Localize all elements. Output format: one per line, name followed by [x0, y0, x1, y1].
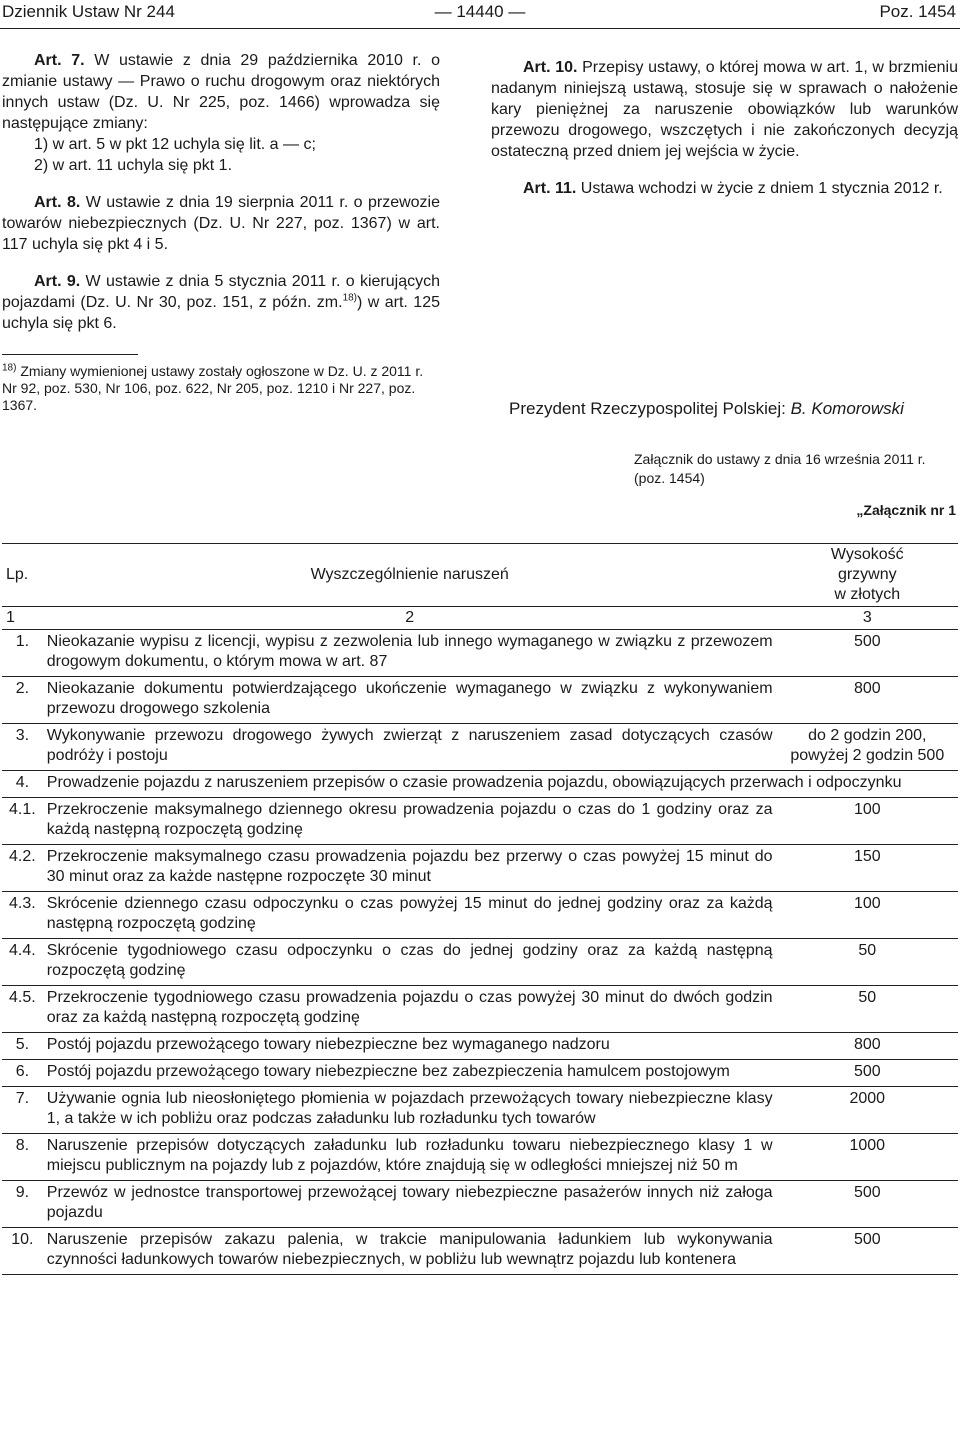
table-row — [2, 1181, 958, 1228]
annex-note: Załącznik do ustawy z dnia 16 września 2011 r. (poz. 1454) — [634, 451, 926, 486]
row-number: 4.2. — [2, 845, 43, 892]
row-number: 4.4. — [2, 939, 43, 986]
footnote-text: Zmiany wymienionej ustawy zostały ogłoszone w Dz. U. z 2011 r. Nr 92, poz. 530, Nr 106, poz. 622, Nr 205, poz. 1210 i Nr 227, poz. 1367. — [2, 363, 424, 413]
table-row — [2, 939, 958, 986]
header-amount-line: Wysokość — [830, 546, 904, 563]
row-number: 2. — [2, 677, 43, 724]
page-number: — 14440 — — [434, 2, 526, 21]
row-description: Naruszenie przepisów dotyczących załadunku lub rozładunku towaru niebezpiecznego klasy 1 w miejscu publicznym na pojazdy lub z pojazdów, które znajdują się w odległości mniejszej niż 50 m — [43, 1134, 777, 1181]
table-row — [2, 1087, 958, 1134]
table-row — [2, 1228, 958, 1275]
article-7-item-1: 1) w art. 5 w pkt 12 uchyla się lit. a — c; — [34, 136, 316, 153]
annex-title: „Załącznik nr 1 — [856, 502, 956, 518]
row-number: 5. — [2, 1033, 43, 1060]
table-body — [2, 630, 958, 1275]
column-number: 1 — [2, 607, 43, 630]
footnote — [2, 363, 440, 414]
article-label: Art. 11. — [523, 180, 577, 197]
row-amount: 800 — [777, 677, 958, 724]
table-row — [2, 724, 958, 771]
column-numbers-row — [2, 607, 958, 630]
row-amount: 500 — [777, 1228, 958, 1275]
row-number: 3. — [2, 724, 43, 771]
position-number: Poz. 1454 — [879, 2, 956, 21]
page-header — [0, 0, 960, 29]
table-row — [2, 845, 958, 892]
row-description: Postój pojazdu przewożącego towary niebezpieczne bez wymaganego nadzoru — [43, 1033, 777, 1060]
row-number: 4.5. — [2, 986, 43, 1033]
signature-title: Prezydent Rzeczypospolitej Polskiej: — [509, 399, 791, 418]
row-number: 4.3. — [2, 892, 43, 939]
table-header-row — [2, 544, 958, 607]
row-number: 4. — [2, 771, 43, 798]
article-text: W ustawie z dnia 29 października 2010 r. o zmianie ustawy — Prawo o ruchu drogowym oraz niektórych innych ustaw (Dz. U. Nr 225, poz. 1466) wprowadza się następujące zmiany: — [2, 52, 440, 132]
row-amount: 500 — [777, 1060, 958, 1087]
header-amount — [777, 544, 958, 607]
column-number: 3 — [777, 607, 958, 630]
table-row — [2, 892, 958, 939]
header-description: Wyszczególnienie naruszeń — [43, 544, 777, 607]
row-description: Prowadzenie pojazdu z naruszeniem przepisów o czasie prowadzenia pojazdu, obowiązujących przerwach i odpoczynku — [43, 771, 958, 798]
signature-name: B. Komorowski — [790, 399, 904, 418]
row-number: 7. — [2, 1087, 43, 1134]
footnote-reference[interactable]: 18) — [342, 292, 358, 304]
article-10 — [491, 57, 958, 162]
row-amount: 100 — [777, 892, 958, 939]
row-amount: 2000 — [777, 1087, 958, 1134]
row-description: Przekroczenie maksymalnego dziennego okresu prowadzenia pojazdu o czas do 1 godziny oraz za każdą następną rozpoczętą godzinę — [43, 798, 777, 845]
article-8 — [2, 192, 440, 255]
right-column — [491, 57, 958, 199]
table-row — [2, 986, 958, 1033]
row-description: Nieokazanie wypisu z licencji, wypisu z zezwolenia lub innego wymaganego w związku z przewozem drogowym dokumentu, o którym mowa w art. 87 — [43, 630, 777, 677]
row-amount: do 2 godzin 200, powyżej 2 godzin 500 — [777, 724, 958, 771]
row-description: Używanie ognia lub nieosłoniętego płomienia w pojazdach przewożących towary niebezpieczne klasy 1, a także w ich pobliżu oraz podczas załadunku lub rozładunku tych towarów — [43, 1087, 777, 1134]
article-label: Art. 10. — [523, 59, 578, 76]
row-description: Naruszenie przepisów zakazu palenia, w trakcie manipulowania ładunkiem lub wykonywania czynności ładunkowych towarów niebezpiecznych, w pobliżu lub wewnątrz pojazdu lub kontenera — [43, 1228, 777, 1275]
row-number: 6. — [2, 1060, 43, 1087]
table-row — [2, 1060, 958, 1087]
article-text: Przepisy ustawy, o której mowa w art. 1, w brzmieniu nadanym niniejszą ustawą, stosuje się w sprawach o nałożenie kary pieniężnej za naruszenie obowiązków lub warunków przewozu drogowego, wszczętych i nie zakończonych decyzją ostateczną przed dniem jej wejścia w życie. — [491, 59, 958, 160]
table-row — [2, 677, 958, 724]
table-row — [2, 1134, 958, 1181]
footnote-divider — [2, 354, 138, 355]
row-number: 1. — [2, 630, 43, 677]
article-text: W ustawie z dnia 5 stycznia 2011 r. o kierujących pojazdami (Dz. U. Nr 30, poz. 151, z późn. zm. — [2, 273, 441, 311]
row-description: Wykonywanie przewozu drogowego żywych zwierząt z naruszeniem zasad dotyczących czasów podróży i postoju — [43, 724, 777, 771]
article-text: Ustawa wchodzi w życie z dniem 1 stycznia 2012 r. — [576, 180, 943, 197]
article-label: Art. 9. — [34, 273, 81, 290]
row-amount: 500 — [777, 1181, 958, 1228]
table-row — [2, 771, 958, 798]
header-amount-line: grzywny — [837, 566, 897, 583]
article-label: Art. 7. — [34, 52, 85, 69]
row-amount: 50 — [777, 986, 958, 1033]
row-description: Przekroczenie tygodniowego czasu prowadzenia pojazdu o czas powyżej 30 minut do dwóch godzin oraz za każdą następną rozpoczętą godzinę — [43, 986, 777, 1033]
row-amount: 800 — [777, 1033, 958, 1060]
journal-title: Dziennik Ustaw Nr 244 — [2, 2, 175, 21]
row-number: 8. — [2, 1134, 43, 1181]
row-description: Skrócenie tygodniowego czasu odpoczynku o czas do jednej godziny oraz za każdą następną rozpoczętą godzinę — [43, 939, 777, 986]
column-number: 2 — [43, 607, 777, 630]
article-label: Art. 8. — [34, 194, 81, 211]
footnote-marker: 18) — [2, 362, 17, 374]
article-text: W ustawie z dnia 19 sierpnia 2011 r. o przewozie towarów niebezpiecznych (Dz. U. Nr 227, poz. 1367) w art. 117 uchyla się pkt 4 i 5. — [2, 194, 441, 253]
table-row — [2, 630, 958, 677]
fines-table — [2, 543, 958, 1275]
row-amount: 100 — [777, 798, 958, 845]
article-7-item-2: 2) w art. 11 uchyla się pkt 1. — [34, 157, 233, 174]
table-row — [2, 1033, 958, 1060]
article-9 — [2, 271, 440, 334]
row-amount: 500 — [777, 630, 958, 677]
row-amount: 1000 — [777, 1134, 958, 1181]
row-description: Skrócenie dziennego czasu odpoczynku o czas powyżej 15 minut do jednej godziny oraz za każdą następną rozpoczętą godzinę — [43, 892, 777, 939]
article-7 — [2, 50, 440, 134]
article-11 — [491, 178, 958, 199]
row-description: Przewóz w jednostce transportowej przewożącej towary niebezpieczne pasażerów innych niż załoga pojazdu — [43, 1181, 777, 1228]
row-amount: 50 — [777, 939, 958, 986]
article-text-end: ) w art. 125 uchyla się pkt 6. — [2, 294, 441, 332]
row-description: Postój pojazdu przewożącego towary niebezpieczne bez zabezpieczenia hamulcem postojowym — [43, 1060, 777, 1087]
signature — [509, 398, 904, 419]
row-number: 4.1. — [2, 798, 43, 845]
header-amount-line: w złotych — [834, 586, 901, 603]
table-row — [2, 798, 958, 845]
row-amount: 150 — [777, 845, 958, 892]
row-description: Przekroczenie maksymalnego czasu prowadzenia pojazdu bez przerwy o czas powyżej 15 minut do 30 minut oraz za każde następne rozpoczęte 30 minut — [43, 845, 777, 892]
row-description: Nieokazanie dokumentu potwierdzającego ukończenie wymaganego w związku z wykonywaniem przewozu drogowego szkolenia — [43, 677, 777, 724]
row-number: 9. — [2, 1181, 43, 1228]
left-column — [2, 50, 440, 414]
header-lp: Lp. — [2, 544, 43, 607]
row-number: 10. — [2, 1228, 43, 1275]
